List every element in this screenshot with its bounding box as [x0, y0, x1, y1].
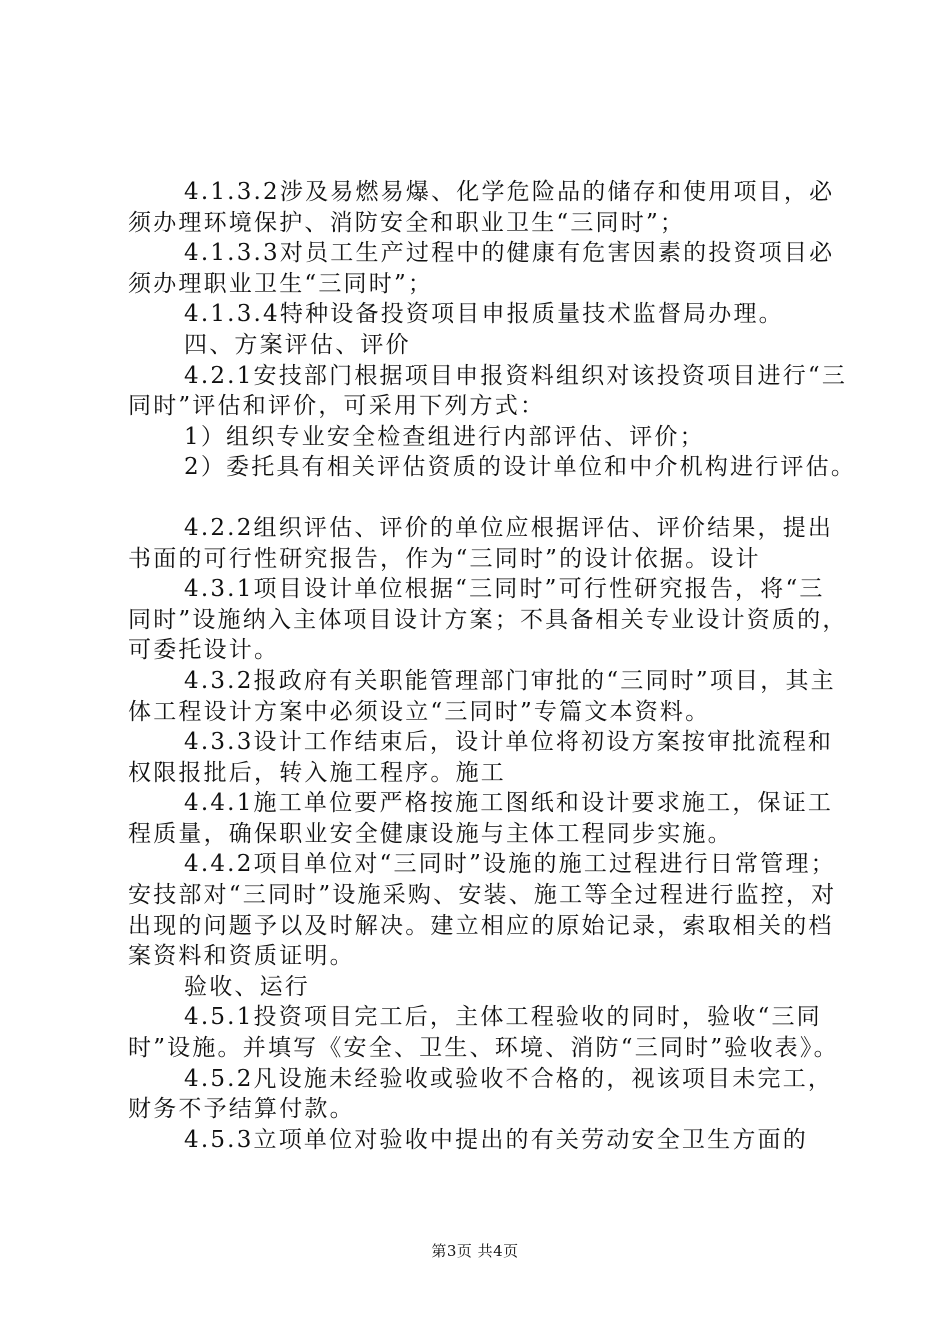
- page-footer: 第3页 共4页: [431, 1242, 519, 1260]
- paragraph-4-1-3-2: 4.1.3.2涉及易燃易爆、化学危险品的储存和使用项目，必须办理环境保护、消防安全和职业卫生“三同时”；: [128, 179, 835, 236]
- paragraph-4-2-1: 4.2.1安技部门根据项目申报资料组织对该投资项目进行“三同时”评估和评价，可采用下列方式：: [128, 362, 848, 420]
- paragraph-4-3-3: 4.3.3设计工作结束后，设计单位将初设方案按审批流程和权限报批后，转入施工程序。施工: [128, 729, 834, 786]
- section-heading-evaluation: 四、方案评估、评价: [184, 331, 411, 358]
- paragraph-4-5-2: 4.5.2凡设施未经验收或验收不合格的，视该项目未完工，财务不予结算付款。: [128, 1065, 834, 1123]
- paragraph-4-1-3-4: 4.1.3.4特种设备投资项目申报质量技术监督局办理。: [184, 301, 784, 328]
- paragraph-4-3-2: 4.3.2报政府有关职能管理部门审批的“三同时”项目，其主体工程设计方案中必须设立“三同时”专篇文本资料。: [128, 667, 836, 725]
- paragraph-4-3-1: 4.3.1项目设计单位根据“三同时”可行性研究报告，将“三同时”设施纳入主体项目设计方案；不具备相关专业设计资质的，可委托设计。: [128, 576, 848, 664]
- paragraph-4-5-3: 4.5.3立项单位对验收中提出的有关劳动安全卫生方面的: [184, 1126, 808, 1153]
- section-heading-acceptance: 验收、运行: [184, 973, 310, 1000]
- paragraph-4-4-1: 4.4.1施工单位要严格按施工图纸和设计要求施工，保证工程质量，确保职业安全健康设施与主体工程同步实施。: [128, 790, 834, 847]
- paragraph-4-4-2: 4.4.2项目单位对“三同时”设施的施工过程进行日常管理；安技部对“三同时”设施采购、安装、施工等全过程进行监控，对出现的问题予以及时解决。建立相应的原始记录，索取相关的档案资料和资质证明。: [128, 851, 837, 970]
- list-item-2: 2）委托具有相关评估资质的设计单位和中介机构进行评估。: [184, 454, 857, 481]
- list-item-1: 1）组织专业安全检查组进行内部评估、评价；: [184, 423, 705, 450]
- paragraph-4-1-3-3: 4.1.3.3对员工生产过程中的健康有危害因素的投资项目必须办理职业卫生“三同时”；: [128, 240, 835, 297]
- document-body: [128, 177, 857, 1155]
- paragraph-4-5-1: 4.5.1投资项目完工后，主体工程验收的同时，验收“三同时”设施。并填写《安全、卫生、环境、消防“三同时”验收表》。: [128, 1004, 839, 1062]
- paragraph-4-2-2: 4.2.2组织评估、评价的单位应根据评估、评价结果，提出书面的可行性研究报告，作为“三同时”的设计依据。设计: [128, 514, 834, 572]
